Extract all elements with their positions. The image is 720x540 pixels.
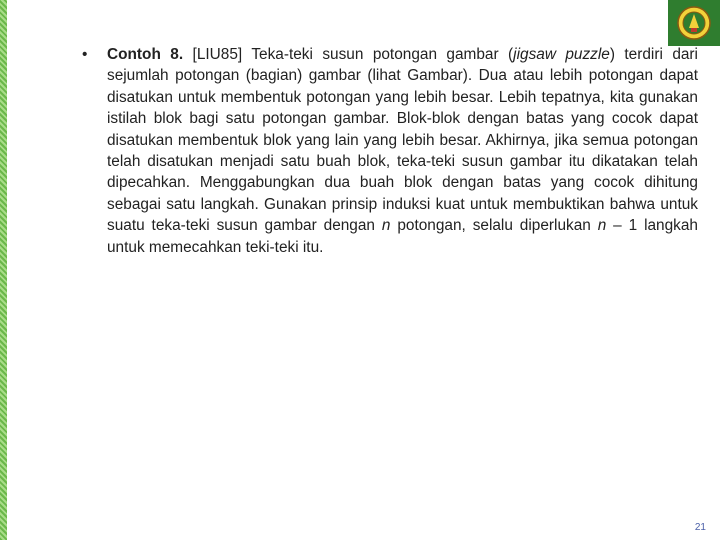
slide-content	[82, 44, 698, 258]
example-paragraph	[107, 44, 698, 258]
page-number: 21	[694, 522, 706, 533]
bullet-point: •	[82, 46, 88, 63]
example-title: Contoh 8.	[107, 46, 184, 63]
body-text-3: – 1 langkah untuk memecahkan teki-teki itu.	[107, 217, 698, 256]
university-seal-icon	[676, 4, 712, 42]
variable-n: n	[597, 217, 607, 235]
university-logo	[668, 0, 720, 46]
citation-text: [LIU85] Teka-teki susun potongan gambar (	[192, 46, 514, 63]
body-text-1: ) terdiri dari sejumlah potongan (bagian) gambar (lihat Gambar). Dua atau lebih potongan dapat disatukan untuk membentuk potongan yang lebih besar. Lebih tepatnya, kita gunakan istilah blok bagi satu potongan gambar. Blok-blok dengan batas yang cocok dapat disatukan membentuk blok yang lain yang lebih besar. Akhirnya, jika semua potongan telah disatukan menjadi satu buah blok, teka-teki susun gambar itu dikatakan telah dipecahkan. Menggabungkan dua buah blok dengan batas yang cocok dihitung sebagai satu langkah. Gunakan prinsip induksi kuat untuk membuktikan bahwa untuk suatu teka-teki susun gambar dengan	[107, 46, 698, 235]
body-text-2: potongan, selalu diperlukan	[390, 217, 598, 235]
variable-n: n	[381, 217, 391, 235]
italic-term: jigsaw puzzle	[513, 46, 610, 63]
left-decorative-border	[0, 0, 7, 540]
